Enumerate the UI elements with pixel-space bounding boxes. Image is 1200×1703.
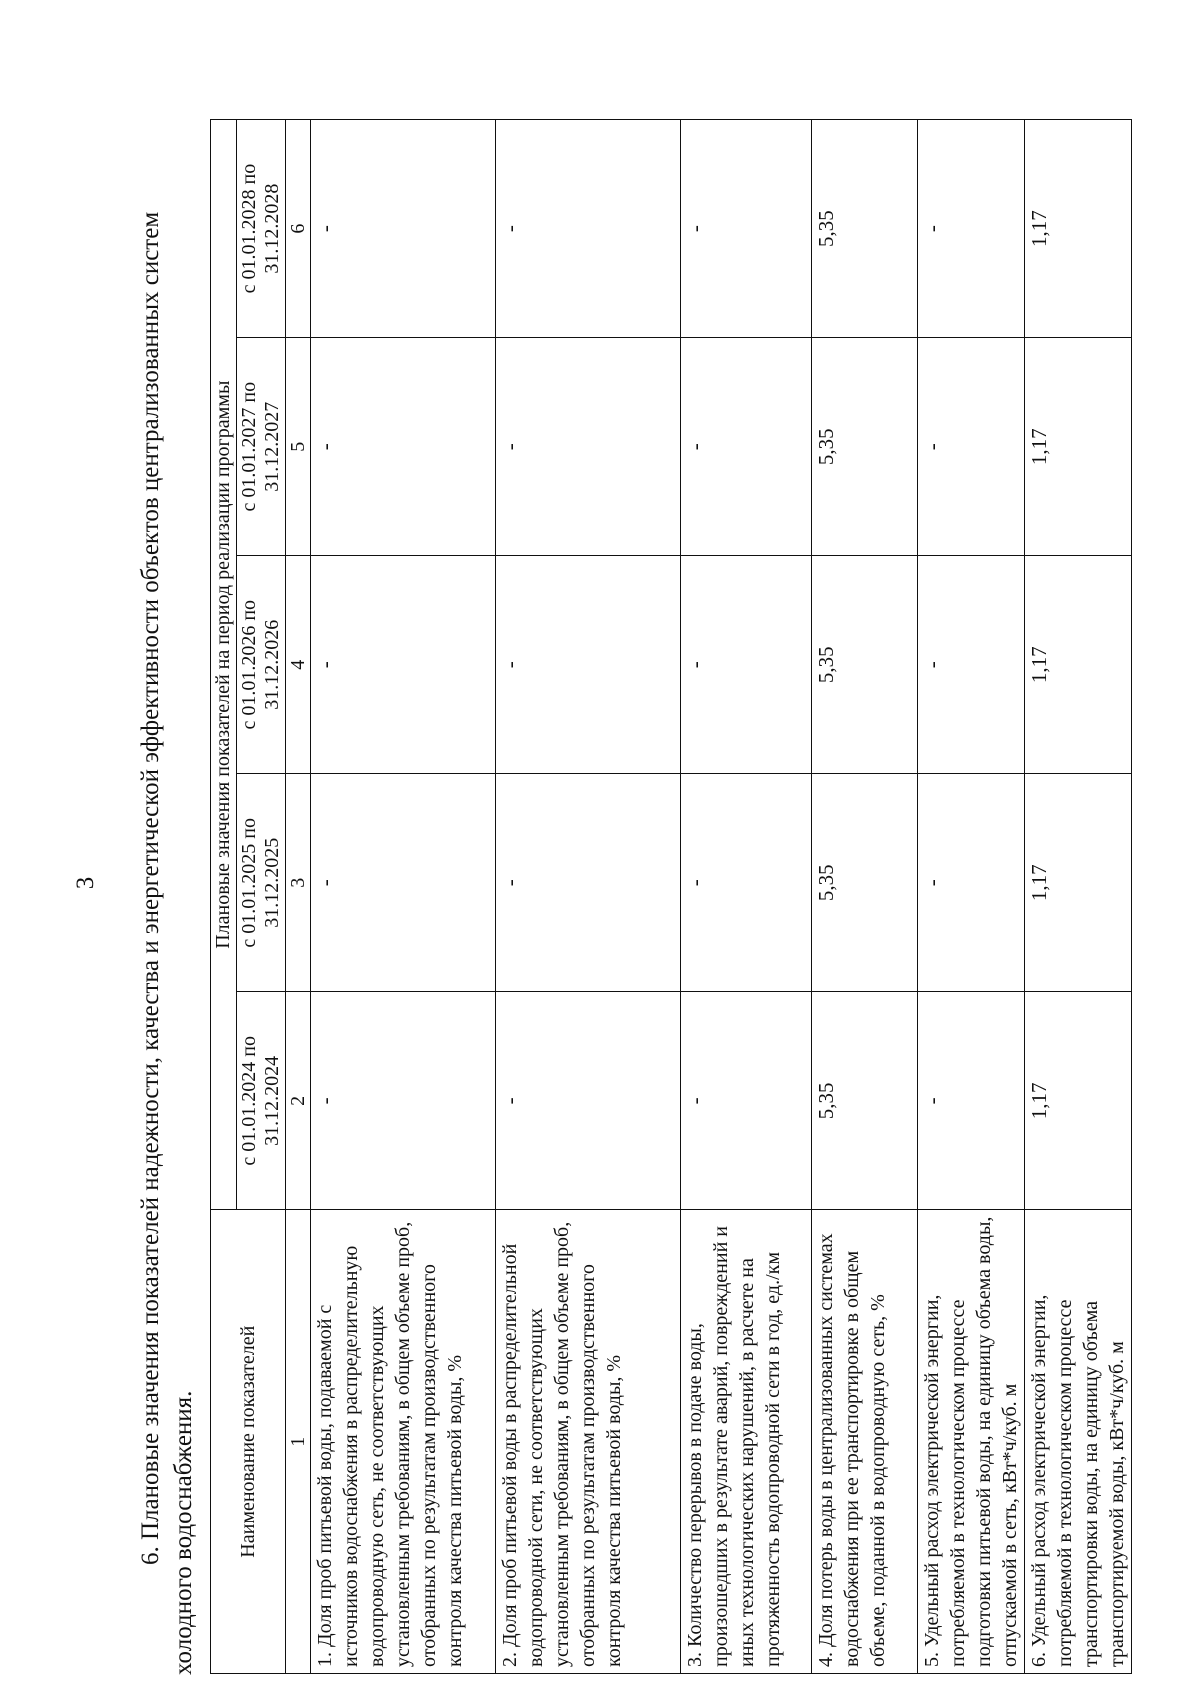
indicator-value: 5,35 [812,120,918,338]
table-row [918,120,1025,1674]
period-header-2025: с 01.01.2025 по 31.12.2025 [237,774,286,992]
indicator-value: - [918,774,1025,992]
indicator-value: - [311,338,496,556]
indicator-value: - [496,556,681,774]
indicator-value: 5,35 [812,338,918,556]
plan-header: Плановые значения показателей на период реализации программы [211,120,237,1210]
table-row [311,120,496,1674]
column-number-row [286,120,311,1674]
column-number: 4 [286,556,311,774]
indicator-value: - [311,556,496,774]
indicator-name: 3. Количество перерывов в подаче воды, произошедших в результате аварий, повреждений и иных технологических нарушений, в расчете на протяженность водопроводной сети в год, ед./км [681,1210,812,1674]
rotated-page [0,63,1200,1703]
indicator-name: 6. Удельный расход электрической энергии, потребляемой в технологическом процессе транспортировки воды, на единицу объема транспортируемой воды, кВт*ч/куб. м [1025,1210,1132,1674]
indicator-value: - [681,120,812,338]
period-header-2028: с 01.01.2028 по 31.12.2028 [237,120,286,338]
indicator-value: - [918,338,1025,556]
period-header-2024: с 01.01.2024 по 31.12.2024 [237,992,286,1210]
column-number: 1 [286,1210,311,1674]
indicator-value: 1,17 [1025,338,1132,556]
indicator-value: 5,35 [812,992,918,1210]
indicator-value: 1,17 [1025,120,1132,338]
indicator-name: 2. Доля проб питьевой воды в распределительной водопроводной сети, не соответствующих установленным требованиям, в общем объеме проб, отобранных по результатам производственного контроля качества питьевой воды, % [496,1210,681,1674]
indicator-value: - [918,556,1025,774]
indicator-value: - [496,992,681,1210]
indicator-value: - [681,338,812,556]
indicator-value: - [496,120,681,338]
indicator-value: - [311,120,496,338]
indicator-value: 5,35 [812,774,918,992]
section-title [134,115,200,1675]
indicator-value: - [311,774,496,992]
column-number: 6 [286,120,311,338]
indicator-value: - [496,774,681,992]
indicator-value: - [681,556,812,774]
column-number: 2 [286,992,311,1210]
table-row [1025,120,1132,1674]
indicator-value: - [496,338,681,556]
indicator-value: 1,17 [1025,992,1132,1210]
indicator-value: 5,35 [812,556,918,774]
name-column-header: Наименование показателей [211,1210,286,1674]
indicator-value: - [681,992,812,1210]
indicator-name: 4. Доля потерь воды в централизованных системах водоснабжения при ее транспортировке в общем объеме, поданной в водопроводную сеть, % [812,1210,918,1674]
section-title-text: 6. Плановые значения показателей надежности, качества и энергетической эффективности объектов централизованных систем холодного водоснабжения. [137,211,197,1675]
indicator-value: - [311,992,496,1210]
column-number: 3 [286,774,311,992]
table-row [496,120,681,1674]
period-header-2026: с 01.01.2026 по 31.12.2026 [237,556,286,774]
page-number: 3 [72,876,99,890]
period-header-2027: с 01.01.2027 по 31.12.2027 [237,338,286,556]
header-row-top [211,120,237,1674]
indicator-value: 1,17 [1025,556,1132,774]
indicators-table [210,119,1132,1674]
table-row [681,120,812,1674]
table-row [812,120,918,1674]
indicator-value: - [918,120,1025,338]
column-number: 5 [286,338,311,556]
indicator-value: - [918,992,1025,1210]
indicator-name: 5. Удельный расход электрической энергии, потребляемой в технологическом процессе подготовки питьевой воды, на единицу объема воды, отпускаемой в сеть, кВт*ч/куб. м [918,1210,1025,1674]
indicator-value: - [681,774,812,992]
indicator-value: 1,17 [1025,774,1132,992]
indicator-name: 1. Доля проб питьевой воды, подаваемой с источников водоснабжения в распределительную водопроводную сеть, не соответствующих установленным требованиям, в общем объеме проб, отобранных по результатам производственного контроля качества питьевой воды, % [311,1210,496,1674]
